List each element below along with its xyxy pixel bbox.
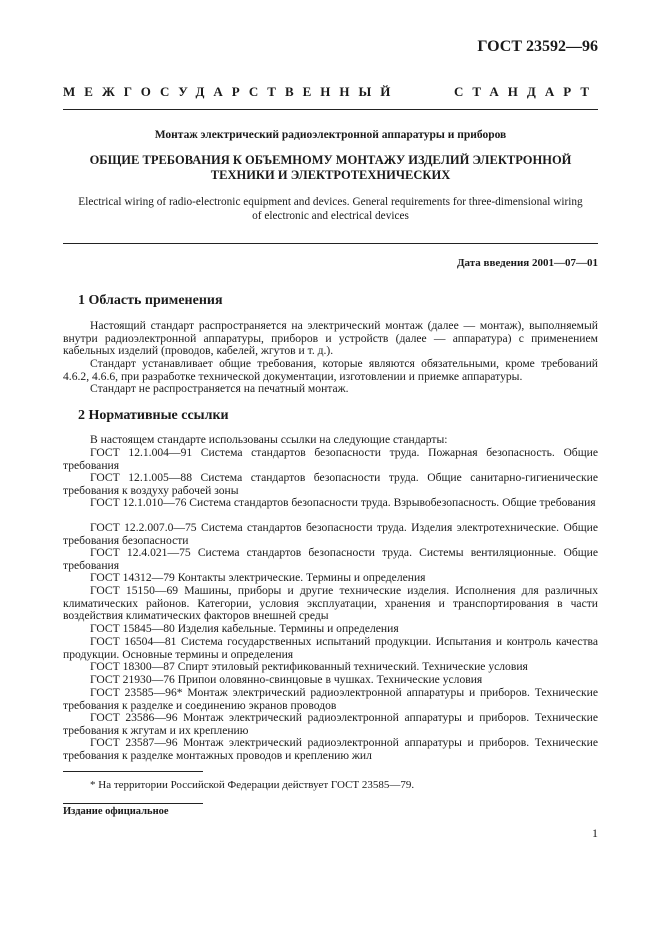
document-title-line: ОБЩИЕ ТРЕБОВАНИЯ К ОБЪЕМНОМУ МОНТАЖУ ИЗДЕЛИЙ ЭЛЕКТРОННОЙ xyxy=(89,153,572,167)
reference-item xyxy=(63,661,598,674)
reference-text: ГОСТ 12.1.010—76 Система стандартов безопасности труда. Взрывобезопасность. Общие требования xyxy=(90,496,596,509)
title-rule xyxy=(63,243,598,244)
reference-item xyxy=(63,636,598,661)
document-title-line: ТЕХНИКИ И ЭЛЕКТРОТЕХНИЧЕСКИХ xyxy=(210,168,451,182)
reference-text: ГОСТ 12.2.007.0—75 Система стандартов безопасности труда. Изделия электротехнические. Общие требования безопасности xyxy=(63,521,598,547)
gost-code: ГОСТ 23592—96 xyxy=(477,38,598,55)
reference-text: ГОСТ 12.1.004—91 Система стандартов безопасности труда. Пожарная безопасность. Общие требования xyxy=(63,446,598,472)
paragraph xyxy=(63,383,598,396)
english-title-line: Electrical wiring of radio-electronic equipment and devices. General requirements for three-dimensional wiring xyxy=(78,196,583,208)
reference-item xyxy=(63,585,598,623)
reference-text: ГОСТ 18300—87 Спирт этиловый ректификованный технический. Технические условия xyxy=(90,660,528,673)
reference-text: ГОСТ 12.1.005—88 Система стандартов безопасности труда. Общие санитарно-гигиенические требования к воздуху рабочей зоны xyxy=(63,471,598,497)
paragraph-text: Стандарт не распространяется на печатный монтаж. xyxy=(90,382,349,395)
interstate-standard-banner xyxy=(63,84,598,100)
reference-item xyxy=(63,674,598,687)
reference-text: ГОСТ 23586—96 Монтаж электрический радиоэлектронной аппаратуры и приборов. Технические требования к жгутам и их креплению xyxy=(63,711,598,737)
reference-item xyxy=(63,447,598,472)
reference-item xyxy=(63,712,598,737)
section-heading: 2 Нормативные ссылки xyxy=(78,408,229,423)
footnote: * На территории Российской Федерации действует ГОСТ 23585—79. xyxy=(90,779,415,791)
reference-text: ГОСТ 23587—96 Монтаж электрический радиоэлектронной аппаратуры и приборов. Технические требования к разделке монтажных проводов и креплению жил xyxy=(63,736,598,762)
footnote-rule xyxy=(63,771,203,772)
paragraph-text: Стандарт устанавливает общие требования, которые являются обязательными, кроме требований 4.6.2, 4.6.6, при разработке технической документации, изготовлении и приемке аппаратуры. xyxy=(63,357,598,383)
reference-item xyxy=(63,497,598,510)
reference-text: ГОСТ 15845—80 Изделия кабельные. Термины и определения xyxy=(90,622,399,635)
reference-item xyxy=(63,522,598,547)
document-subtitle: Монтаж электрический радиоэлектронной аппаратуры и приборов xyxy=(154,129,507,141)
reference-text: ГОСТ 12.4.021—75 Система стандартов безопасности труда. Системы вентиляционные. Общие требования xyxy=(63,546,598,572)
reference-item xyxy=(63,572,598,585)
reference-text: ГОСТ 23585—96* Монтаж электрический радиоэлектронной аппаратуры и приборов. Технические требования к разделке и соединению экранов проводов xyxy=(63,686,598,712)
reference-text: ГОСТ 21930—76 Припои оловянно-свинцовые в чушках. Технические условия xyxy=(90,673,483,686)
english-title xyxy=(70,195,591,223)
official-edition-rule xyxy=(63,803,203,804)
paragraph xyxy=(63,358,598,383)
page-number: 1 xyxy=(592,826,598,840)
reference-text: ГОСТ 14312—79 Контакты электрические. Термины и определения xyxy=(90,571,426,584)
section-heading: 1 Область применения xyxy=(78,293,223,308)
document-title xyxy=(70,153,591,183)
paragraph-text: Настоящий стандарт распространяется на электрический монтаж (далее — монтаж), выполняемый внутри радиоэлектронной аппаратуры, приборов и устройств (далее — аппаратура) с применением кабельных изделий (проводов, кабелей, жгутов и т. д.). xyxy=(63,319,598,358)
reference-text: ГОСТ 16504—81 Система государственных испытаний продукции. Испытания и контроль качества продукции. Основные термины и определения xyxy=(63,635,598,661)
interstate-standard-text: МЕЖГОСУДАРСТВЕННЫЙ СТАНДАРТ xyxy=(63,84,598,99)
header-rule xyxy=(63,109,598,110)
paragraph-text: В настоящем стандарте использованы ссылки на следующие стандарты: xyxy=(90,433,448,446)
paragraph xyxy=(63,320,598,358)
reference-text: ГОСТ 15150—69 Машины, приборы и другие технические изделия. Исполнения для различных климатических районов. Категории, условия эксплуатации, хранения и транспортирования в части воздействия климатических факторов внешней среды xyxy=(63,584,598,623)
reference-item xyxy=(63,547,598,572)
reference-item xyxy=(63,687,598,712)
intro-date: Дата введения 2001—07—01 xyxy=(456,257,598,269)
reference-item xyxy=(63,623,598,636)
reference-item xyxy=(63,472,598,497)
english-title-line: of electronic and electrical devices xyxy=(252,210,409,222)
paragraph xyxy=(63,434,598,447)
official-edition-label: Издание официальное xyxy=(63,806,169,817)
reference-item xyxy=(63,737,598,762)
